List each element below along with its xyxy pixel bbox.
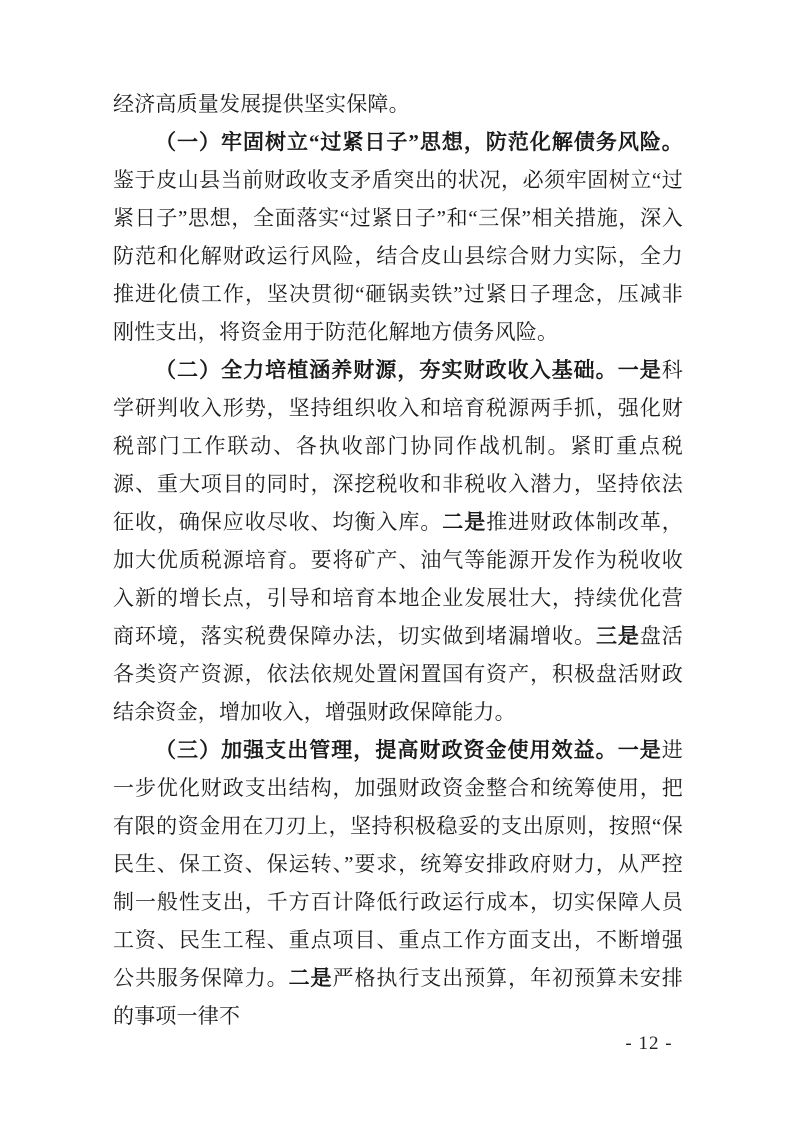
- text-segment: 严格执行支出预算，年初预算未安排的事项一律不: [113, 966, 683, 1028]
- text-segment: 经济高质量发展提供坚实保障。: [113, 92, 410, 116]
- heading-segment: （三）加强支出管理，提高财政资金使用效益。: [155, 738, 618, 762]
- page-number: - 12 -: [625, 1033, 673, 1054]
- heading-segment: 一是: [617, 358, 662, 382]
- section-2: [113, 351, 683, 731]
- text-segment: 鉴于皮山县当前财政收支矛盾突出的状况，必须牢固树立“过紧日子”思想，全面落实“过紧日子”和“三保”相关措施，深入防范和化解财政运行风险，结合皮山县综合财力实际，全力推进化债工作，坚决贯彻“砸锅卖铁”过紧日子理念，压减非刚性支出，将资金用于防范化解地方债务风险。: [113, 168, 683, 344]
- text-segment: 进一步优化财政支出结构，加强财政资金整合和统筹使用，把有限的资金用在刀刃上，坚持积极稳妥的支出原则，按照“保民生、保工资、保运转、”要求，统筹安排政府财力，从严控制一般性支出，千方百计降低行政运行成本，切实保障人员工资、民生工程、重点项目、重点工作方面支出，不断增强公共服务保障力。: [113, 738, 683, 990]
- heading-segment: （二）全力培植涵养财源，夯实财政收入基础。: [155, 358, 618, 382]
- text-segment: 科学研判收入形势，坚持组织收入和培育税源两手抓，强化财税部门工作联动、各执收部门协同作战机制。紧盯重点税源、重大项目的同时，深挖税收和非税收入潜力，坚持依法征收，确保应收尽收、均衡入库。: [113, 358, 683, 534]
- text-segment: 盘活各类资产资源，依法依规处置闲置国有资产，积极盘活财政结余资金，增加收入，增强财政保障能力。: [113, 624, 683, 724]
- document-body: [113, 85, 683, 1035]
- heading-segment: （一）牢固树立“过紧日子”思想，防范化解债务风险。: [155, 130, 683, 154]
- heading-segment: 二是: [442, 510, 487, 534]
- section-3: [113, 731, 683, 1035]
- paragraph-continuation: [113, 85, 683, 123]
- heading-segment: 二是: [288, 966, 333, 990]
- heading-segment: 三是: [595, 624, 640, 648]
- section-1: [113, 123, 683, 351]
- heading-segment: 一是: [617, 738, 662, 762]
- text-segment: 推进财政体制改革，加大优质税源培育。要将矿产、油气等能源开发作为税收收入新的增长点，引导和培育本地企业发展壮大，持续优化营商环境，落实税费保障办法，切实做到堵漏增收。: [113, 510, 683, 648]
